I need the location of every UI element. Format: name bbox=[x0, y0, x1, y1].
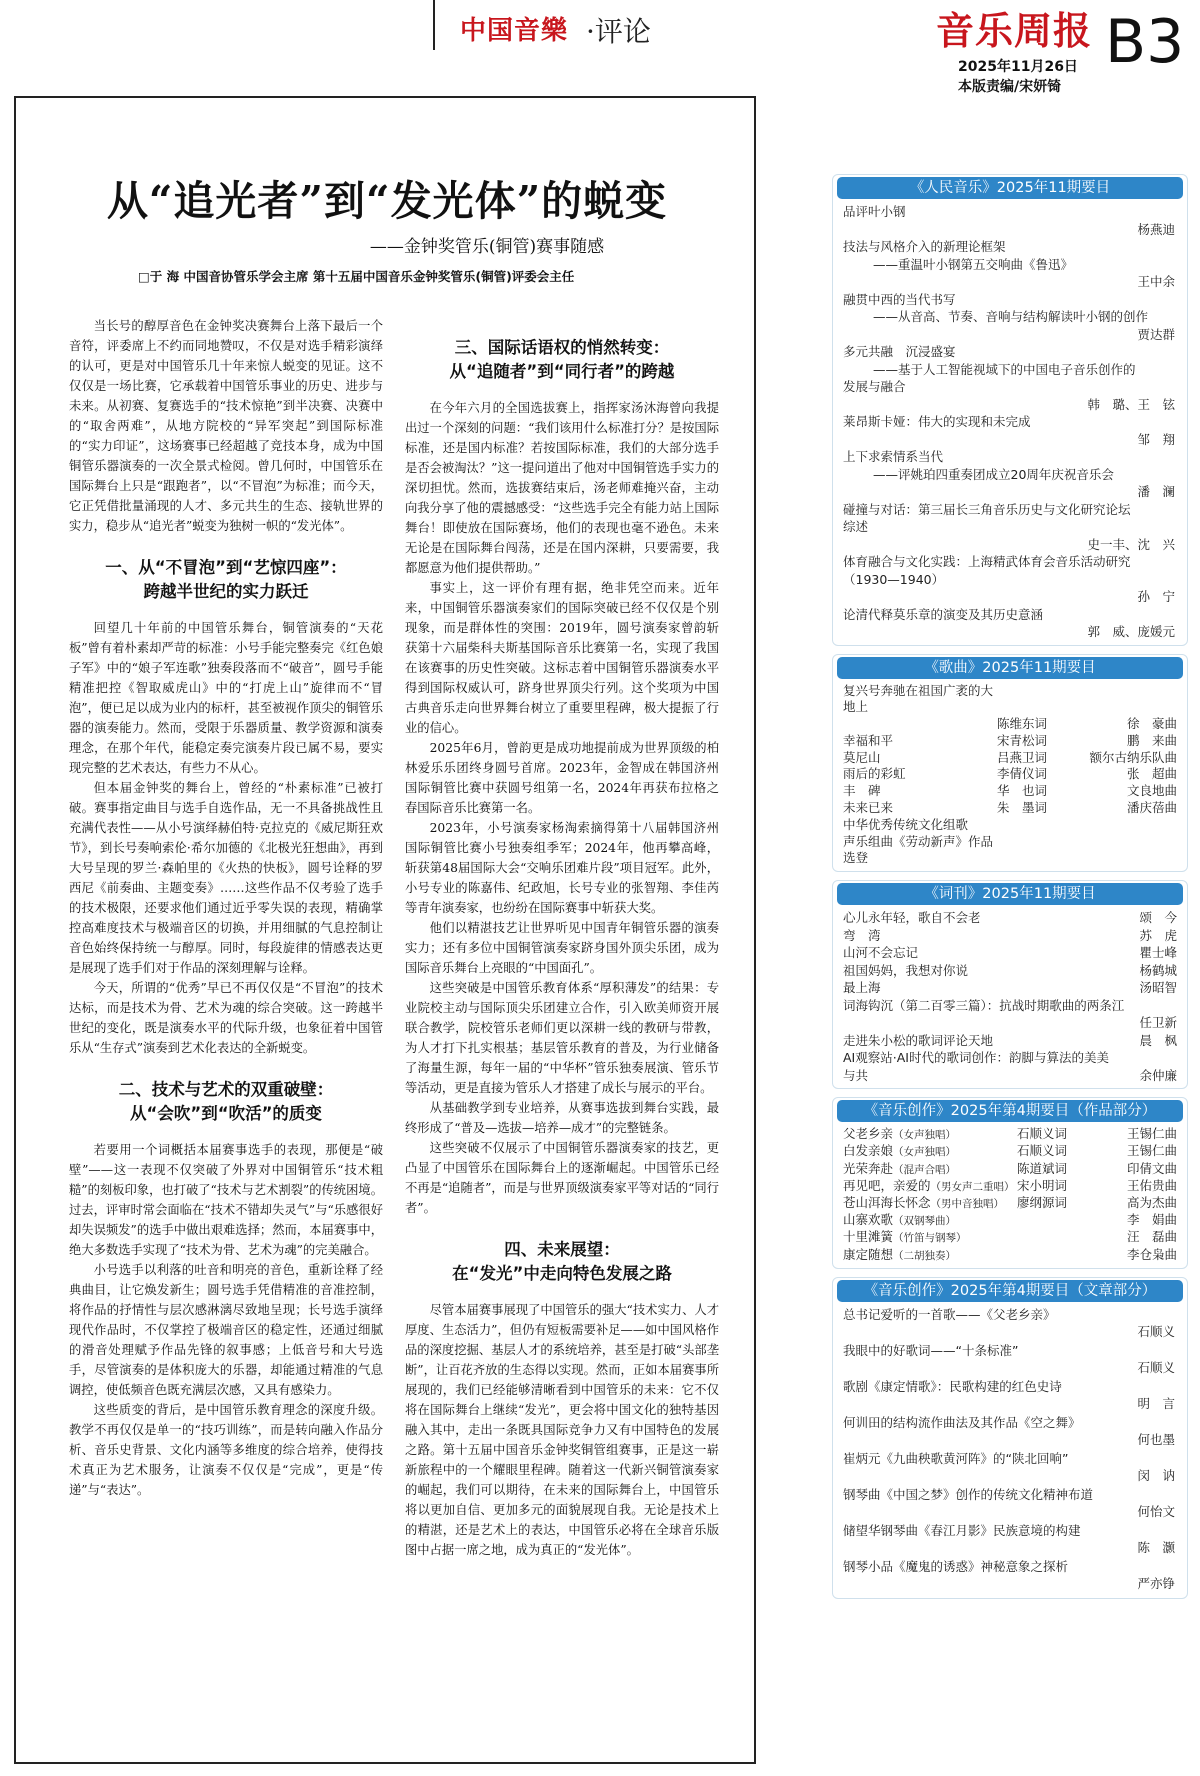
toc-author: 郭 威、庞媛元 bbox=[1087, 624, 1175, 639]
toc-author: 闵 讷 bbox=[1137, 1467, 1175, 1483]
toc-credits bbox=[1017, 1195, 1177, 1212]
toc-title: 与共 bbox=[843, 1067, 869, 1083]
toc-lyricist: 李倩仪词 bbox=[997, 766, 1048, 782]
toc-title: ——从音高、节奏、音响与结构解读叶小钢的创作 bbox=[873, 309, 1149, 324]
toc-author: 贾达群 bbox=[1137, 326, 1175, 342]
toc-title: 莱昂斯卡娅：伟大的实现和未完成 bbox=[843, 414, 1031, 429]
toc-entry bbox=[833, 256, 1187, 274]
toc-lyricist: 吕燕卫词 bbox=[997, 749, 1048, 765]
toc-work-title: 父老乡亲 bbox=[843, 1126, 894, 1142]
article-paragraph: 这些突破是中国管乐教育体系“厚积薄发”的结果：专业院校主动与国际顶尖乐团建立合作，引入欧美师资开展联合教学，院校管乐老师们更以深耕一线的教研与带教，为人才打下扎实根基；基层管乐教育的普及，为行业储备了海量生源，每年一届的“中华杯”管乐独奏展演、管乐节等活动，更是直接为管乐人才搭建了成长与展示的平台。 bbox=[405, 981, 719, 1095]
toc-entry bbox=[833, 1212, 1187, 1229]
toc-entry bbox=[833, 518, 1187, 536]
toc-entry bbox=[833, 1195, 1187, 1212]
toc-composer: 汪 磊曲 bbox=[1126, 1229, 1177, 1245]
toc-entry bbox=[833, 800, 1187, 817]
toc-lyricist: 石顺义词 bbox=[1017, 1126, 1068, 1142]
toc-title: 莫尼山 bbox=[843, 749, 881, 765]
toc-entry bbox=[833, 378, 1187, 396]
toc-heading: 《词刊》2025年11期要目 bbox=[837, 883, 1183, 905]
toc-author: 王中余 bbox=[1137, 274, 1175, 289]
article-paragraph: 小号选手以利落的吐音和明亮的音色，重新诠释了经典曲目，让它焕发新生；圆号选手凭借精准的音准控制，将作品的抒情性与层次感淋漓尽致地呈现；长号选手演绎现代作品时，不仅掌控了极端音区的稳定性，还通过细腻的滑音处理赋予作品先锋的叙事感；上低音号和大号选手，尽管演奏的是体积庞大的乐器，却能通过精准的气息调控，使低频音色既充满层次感，又具有感染力。 bbox=[69, 1263, 383, 1397]
toc-composer: 高为杰曲 bbox=[1126, 1195, 1177, 1211]
toc-title: ——基于人工智能视域下的中国电子音乐创作的 bbox=[873, 361, 1136, 377]
toc-title: 我眼中的好歌词——“十条标准” bbox=[843, 1342, 1019, 1358]
toc-entry bbox=[833, 308, 1187, 326]
toc-title: 钢琴小品《魔鬼的诱惑》神秘意象之探析 bbox=[843, 1558, 1069, 1574]
article-paragraph: 这些质变的背后，是中国管乐教育理念的深度升级。教学不再仅仅是单一的“技巧训练”，而是转向融入作品分析、音乐史背景、文化内涵等多维度的综合培养，使得技术真正为艺术服务，让演奏不仅仅是“完成”，更是“传递”与“表达”。 bbox=[69, 1403, 383, 1497]
toc-work-title: 康定随想 bbox=[843, 1246, 894, 1262]
toc-author: 瞿士峰 bbox=[1139, 945, 1177, 961]
toc-credits bbox=[997, 766, 1177, 783]
toc-composer: 李 娟曲 bbox=[1126, 1212, 1177, 1228]
toc-title: 碰撞与对话：第三届长三角音乐历史与文化研究论坛 bbox=[843, 501, 1131, 517]
toc-entry bbox=[833, 750, 1187, 767]
toc-credits bbox=[1017, 1212, 1177, 1229]
toc-heading: 《音乐创作》2025年第4期要目（文章部分） bbox=[837, 1280, 1183, 1302]
toc-credits bbox=[1017, 1126, 1177, 1143]
toc-credits bbox=[1017, 1229, 1177, 1246]
article-column-left bbox=[69, 316, 383, 1756]
toc-author: 孙 宁 bbox=[1137, 589, 1175, 604]
section-heading bbox=[69, 1078, 383, 1126]
article-paragraph: 他们以精湛技艺让世界听见中国青年铜管乐器的演奏实力；还有多位中国铜管演奏家跻身国外顶尖乐团，成为国际音乐舞台上亮眼的“中国面孔”。 bbox=[405, 921, 719, 975]
toc-heading: 《歌曲》2025年11期要目 bbox=[837, 657, 1183, 679]
toc-title bbox=[843, 1143, 1017, 1160]
toc-author: 余仲廉 bbox=[1139, 1067, 1177, 1083]
section-heading bbox=[405, 336, 719, 384]
toc-entry bbox=[833, 343, 1187, 361]
toc-entry bbox=[833, 1229, 1187, 1246]
toc-composer: 潘庆蓓曲 bbox=[1126, 800, 1177, 816]
toc-title: 综述 bbox=[843, 519, 869, 534]
toc-work-type: （男中音独唱） bbox=[930, 1198, 1005, 1211]
toc-entry bbox=[833, 766, 1187, 783]
toc-entry bbox=[833, 1067, 1187, 1085]
toc-author: 史一丰、沈 兴 bbox=[1087, 536, 1175, 552]
toc-title: 体育融合与文化实践：上海精武体育会音乐活动研究 bbox=[843, 554, 1131, 569]
toc-composer: 额尔古纳乐队曲 bbox=[1089, 749, 1177, 765]
section-heading-line2: 从“会吹”到“吹活”的质变 bbox=[130, 1104, 322, 1123]
article-byline: □于 海 中国音协管乐学会主席 第十五届中国音乐金钟奖管乐(铜管)评委会主任 bbox=[138, 269, 575, 284]
toc-title: AI观察站·AI时代的歌词创作：韵脚与算法的美美 bbox=[843, 1050, 1109, 1066]
toc-entry bbox=[833, 1247, 1187, 1264]
toc-credits bbox=[997, 683, 1177, 717]
toc-entry bbox=[833, 997, 1187, 1015]
toc-title: 崔炳元《九曲秧歌黄河阵》的“陕北回响” bbox=[843, 1450, 1069, 1466]
toc-title: 钢琴曲《中国之梦》创作的传统文化精神布道 bbox=[843, 1486, 1094, 1502]
toc-credits bbox=[997, 783, 1177, 800]
toc-title: ——评姚珀四重奏团成立20周年庆祝音乐会 bbox=[873, 466, 1114, 482]
toc-title: 何训田的结构流作曲法及其作品《空之舞》 bbox=[843, 1414, 1081, 1430]
toc-work-type: （双钢琴曲） bbox=[893, 1215, 957, 1228]
toc-title bbox=[843, 716, 997, 733]
toc-author: 晨 枫 bbox=[1139, 1032, 1177, 1048]
toc-entry bbox=[833, 466, 1187, 484]
section-heading bbox=[405, 1238, 719, 1286]
toc-title: 雨后的彩虹 bbox=[843, 766, 906, 782]
toc-title: （1930—1940） bbox=[843, 571, 945, 587]
toc-author: 苏 虎 bbox=[1139, 927, 1177, 943]
toc-lyricist: 华 也词 bbox=[997, 783, 1048, 799]
toc-author: 杨燕迪 bbox=[1137, 221, 1175, 237]
toc-entry bbox=[833, 944, 1187, 962]
toc-credits bbox=[1017, 1178, 1177, 1195]
toc-author: 邹 翔 bbox=[1137, 431, 1175, 447]
section-heading-line2: 在“发光”中走向特色发展之路 bbox=[452, 1264, 672, 1283]
article-paragraph: 从基础教学到专业培养，从赛事选拔到舞台实践，最终形成了“普及—选拔—培养—成才”的完整链条。 bbox=[405, 1101, 719, 1135]
toc-title bbox=[843, 1014, 1139, 1032]
article-frame bbox=[14, 96, 756, 1764]
toc-entry bbox=[833, 553, 1187, 571]
masthead: 音乐周报 bbox=[936, 8, 1093, 53]
toc-title: 技法与风格介入的新理论框架 bbox=[843, 239, 1006, 254]
toc-title: ——重温叶小钢第五交响曲《鲁迅》 bbox=[873, 256, 1074, 272]
toc-title: 复兴号奔驰在祖国广袤的大地上 bbox=[843, 682, 994, 715]
section-heading bbox=[69, 556, 383, 604]
section-heading-line1: 二、技术与艺术的双重破壁： bbox=[118, 1080, 334, 1099]
toc-credits bbox=[997, 750, 1177, 767]
toc-work-type: （竹笛与钢琴） bbox=[893, 1232, 967, 1245]
toc-sidebar bbox=[832, 174, 1188, 1607]
toc-title: 祖国妈妈，我想对你说 bbox=[843, 962, 969, 978]
article-column-right bbox=[405, 316, 719, 1756]
toc-credits bbox=[997, 834, 1177, 868]
toc-list bbox=[833, 1306, 1187, 1592]
toc-entry bbox=[833, 1143, 1187, 1160]
toc-lyricist: 陈维东词 bbox=[997, 716, 1048, 732]
article-paragraph: 尽管本届赛事展现了中国管乐的强大“技术实力、人才厚度、生态活力”，但仍有短板需要补足——如中国风格作品的深度挖掘、基层人才的系统培养，甚至是打破“头部垄断”，让百花齐放的生态得以实现。然而，正如本届赛事所展现的，我们已经能够清晰看到中国管乐的未来：它不仅将在国际舞台上继续“发光”，更会将中国文化的独特基因融入其中，走出一条既具国际竞争力又有中国特色的发展之路。第十五届中国音乐金钟奖铜管组赛事，正是这一崭新旅程中的一个耀眼里程碑。随着这一代新兴铜管演奏家的崛起，我们可以期待，在未来的国际舞台上，中国管乐将以更加自信、更加多元的面貌展现自我。无论是技术上的精湛，还是艺术上的表达，中国管乐必将在全球音乐版图中占据一席之地，成为真正的“发光体”。 bbox=[405, 1303, 719, 1557]
toc-author: 杨鹤城 bbox=[1139, 962, 1177, 978]
toc-entry bbox=[833, 909, 1187, 927]
section-heading-line1: 三、国际话语权的悄然转变： bbox=[454, 338, 670, 357]
toc-title: 丰 碑 bbox=[843, 783, 881, 799]
toc-entry bbox=[833, 834, 1187, 868]
article-paragraph: 在今年六月的全国选拔赛上，指挥家汤沐海曾向我提出过一个深刻的问题：“我们该用什么标准打分？是按国际标准，还是国内标准？若按国际标准，我们的大部分选手是否会被淘汰？”这一提问道出了他对中国铜管选手实力的深切担忧。然而，选拔赛结束后，汤老师难掩兴奋，主动向我分享了他的震撼感受：“这些选手完全有能力站上国际舞台！即使放在国际赛场，他们的表现也毫不逊色。未来无论是在国际舞台闯荡，还是在国内深耕，只要需要，我都愿意为他们提供帮助。” bbox=[405, 401, 719, 575]
section-name: ·评论 bbox=[586, 15, 651, 48]
toc-title bbox=[843, 1212, 1017, 1229]
toc-credits bbox=[1017, 1247, 1177, 1264]
toc-title bbox=[843, 1126, 1017, 1143]
toc-title: 品评叶小钢 bbox=[843, 204, 906, 219]
page-editor: 本版责编/宋妍锜 bbox=[958, 79, 1062, 95]
toc-title: 多元共融 沉浸盛宴 bbox=[843, 344, 956, 359]
toc-lyricist: 朱 墨词 bbox=[997, 800, 1048, 816]
article-paragraph: 这些突破不仅展示了中国铜管乐器演奏家的技艺，更凸显了中国管乐在国际舞台上的逐渐崛起。中国管乐已经不再是“追随者”，而是与世界顶级演奏家平等对话的“同行者”。 bbox=[405, 1141, 719, 1215]
toc-work-title: 山寨欢歌 bbox=[843, 1212, 894, 1228]
article-paragraph: 2025年6月，曾韵更是成功地提前成为世界顶级的柏林爱乐乐团终身圆号首席。2023年，金智成在韩国济州国际铜管比赛中获圆号组第一名，2024年再获布拉格之春国际音乐比赛第一名。 bbox=[405, 741, 719, 815]
toc-composer: 印倩文曲 bbox=[1126, 1160, 1177, 1176]
toc-entry bbox=[833, 1049, 1187, 1067]
toc-author: 潘 澜 bbox=[1137, 484, 1175, 499]
header-divider bbox=[433, 0, 435, 50]
toc-entry bbox=[833, 448, 1187, 466]
toc-title bbox=[843, 1178, 1017, 1195]
toc-entry bbox=[833, 1178, 1187, 1195]
toc-title: 幸福和平 bbox=[843, 732, 894, 748]
toc-author: 韩 璐、王 铉 bbox=[1087, 396, 1175, 412]
toc-work-type: （二胡独奏） bbox=[893, 1249, 957, 1262]
toc-heading: 《人民音乐》2025年11期要目 bbox=[837, 177, 1183, 199]
section-heading-line1: 四、未来展望： bbox=[504, 1240, 620, 1259]
toc-title: 发展与融合 bbox=[843, 379, 906, 394]
toc-author: 颂 今 bbox=[1139, 910, 1177, 926]
toc-list bbox=[833, 1126, 1187, 1264]
toc-entry bbox=[833, 501, 1187, 519]
toc-box-gequ bbox=[832, 654, 1188, 873]
toc-entry bbox=[833, 927, 1187, 945]
toc-box-rmyy bbox=[832, 174, 1188, 646]
toc-credits bbox=[997, 800, 1177, 817]
article-paragraph: 事实上，这一评价有理有据，绝非凭空而来。近年来，中国铜管乐器演奏家们的国际突破已经不仅仅是个别现象，而是群体性的突围：2019年，圆号演奏家曾韵斩获第十六届柴科夫斯基国际音乐比赛第一名，实现了我国在该赛事的历史性突破。这标志着中国铜管乐器演奏水平得到国际权威认可，跻身世界顶尖行列。这个奖项为中国古典音乐走向世界舞台树立了重要里程碑，极大提振了行业的信心。 bbox=[405, 581, 719, 735]
toc-entry bbox=[833, 413, 1187, 431]
toc-title: 论清代释莫乐章的演变及其历史意涵 bbox=[843, 606, 1044, 622]
article-subtitle: ——金钟奖管乐(铜管)赛事随感 bbox=[369, 237, 605, 257]
toc-work-type: （男女声二重唱） bbox=[930, 1180, 1015, 1193]
toc-entry bbox=[833, 571, 1187, 589]
section-heading-line1: 一、从“不冒泡”到“艺惊四座”： bbox=[105, 558, 347, 577]
toc-entry bbox=[833, 783, 1187, 800]
toc-author: 何也墨 bbox=[1137, 1431, 1175, 1447]
toc-entry bbox=[833, 817, 1187, 834]
toc-work-title: 苍山洱海长怀念 bbox=[843, 1195, 931, 1211]
article-title: 从“追光者”到“发光体”的蜕变 bbox=[106, 177, 668, 225]
toc-entry bbox=[833, 962, 1187, 980]
toc-composer: 徐 豪曲 bbox=[1126, 716, 1177, 732]
toc-work-title: 光荣奔赴 bbox=[843, 1160, 894, 1176]
toc-lyricist: 石顺义词 bbox=[1017, 1143, 1068, 1159]
toc-title: 词海钩沉（第二百零三篇）：抗战时期歌曲的两条江 bbox=[843, 997, 1125, 1013]
toc-title: 心儿永年轻，歌自不会老 bbox=[843, 910, 981, 926]
toc-title: 未来已来 bbox=[843, 800, 894, 816]
toc-title: 走进朱小松的歌词评论天地 bbox=[843, 1032, 994, 1048]
toc-title bbox=[843, 1247, 1017, 1264]
toc-list bbox=[833, 909, 1187, 1084]
toc-entry bbox=[833, 606, 1187, 624]
toc-lyricist: 宋小明词 bbox=[1017, 1177, 1068, 1193]
toc-work-title: 十里滩簧 bbox=[843, 1229, 894, 1245]
toc-title: 储望华钢琴曲《春江月影》民族意境的构建 bbox=[843, 1522, 1081, 1538]
toc-composer: 张 超曲 bbox=[1126, 766, 1177, 782]
toc-credits bbox=[997, 817, 1177, 834]
toc-composer: 文良地曲 bbox=[1126, 783, 1177, 799]
toc-composer: 鹏 来曲 bbox=[1126, 732, 1177, 748]
toc-author: 陈 灏 bbox=[1137, 1539, 1175, 1555]
toc-work-title: 白发亲娘 bbox=[843, 1143, 894, 1159]
toc-credits bbox=[1017, 1143, 1177, 1160]
toc-entry bbox=[833, 716, 1187, 733]
toc-entry bbox=[833, 1161, 1187, 1178]
toc-entry bbox=[833, 1126, 1187, 1143]
toc-credits bbox=[997, 733, 1177, 750]
toc-author: 严亦铮 bbox=[1137, 1575, 1175, 1591]
toc-entry bbox=[833, 361, 1187, 379]
toc-title bbox=[843, 1161, 1017, 1178]
toc-credits bbox=[997, 716, 1177, 733]
toc-title: 声乐组曲《劳动新声》作品选登 bbox=[843, 833, 994, 866]
toc-work-title: 再见吧，亲爱的 bbox=[843, 1177, 931, 1193]
toc-author: 石顺义 bbox=[1137, 1323, 1175, 1339]
article-paragraph: 但本届金钟奖的舞台上，曾经的“朴素标准”已被打破。赛事指定曲目与选手自选作品，无一不具备挑战性且充满代表性——从小号演绎赫伯特·克拉克的《威尼斯狂欢节》，到长号奏响索伦·希尔加德的《北极光狂想曲》，再到大号呈现的罗兰·森帕里的《火热的快板》，圆号诠释的罗西尼《前奏曲、主题变奏》……这些作品不仅考验了选手的技术极限，还要求他们通过近乎零失误的表现，精确掌控高难度技术与极端音区的切换，并用细腻的气息控制让音色始终保持统一与醇厚。同时，每段旋律的情感表达更是展现了选手们对于作品的深刻理解与诠释。 bbox=[69, 781, 383, 975]
issue-date: 2025年11月26日 bbox=[958, 59, 1078, 75]
toc-credits bbox=[1017, 1161, 1177, 1178]
toc-work-type: （女声独唱） bbox=[893, 1146, 957, 1159]
toc-entry bbox=[833, 1014, 1187, 1032]
toc-title bbox=[843, 1229, 1017, 1246]
toc-composer: 王佑贵曲 bbox=[1126, 1177, 1177, 1193]
toc-entry bbox=[833, 733, 1187, 750]
toc-author: 石顺义 bbox=[1137, 1359, 1175, 1375]
toc-entry bbox=[833, 203, 1187, 221]
toc-entry bbox=[833, 979, 1187, 997]
toc-title: 融贯中西的当代书写 bbox=[843, 291, 956, 307]
toc-author: 明 言 bbox=[1137, 1395, 1175, 1411]
toc-author: 任卫新 bbox=[1139, 1015, 1177, 1031]
toc-title: 上下求索情系当代 bbox=[843, 449, 944, 464]
toc-title: 歌剧《康定情歌》：民歌构建的红色史诗 bbox=[843, 1378, 1062, 1394]
toc-list bbox=[833, 203, 1187, 641]
toc-title bbox=[843, 1195, 1017, 1212]
toc-box-cikan bbox=[832, 880, 1188, 1089]
toc-work-type: （混声合唱） bbox=[893, 1163, 957, 1176]
toc-composer: 李仓枭曲 bbox=[1126, 1246, 1177, 1262]
toc-work-type: （女声独唱） bbox=[893, 1129, 957, 1142]
section-heading-line2: 从“追随者”到“同行者”的跨越 bbox=[449, 362, 675, 381]
section-heading-line2: 跨越半世纪的实力跃迁 bbox=[143, 582, 309, 601]
toc-composer: 王锡仁曲 bbox=[1126, 1143, 1177, 1159]
toc-box-yycz-articles bbox=[832, 1277, 1188, 1599]
toc-composer: 王锡仁曲 bbox=[1126, 1126, 1177, 1142]
toc-lyricist: 宋青松词 bbox=[997, 732, 1048, 748]
toc-heading: 《音乐创作》2025年第4期要目（作品部分） bbox=[837, 1100, 1183, 1122]
toc-lyricist: 陈道斌词 bbox=[1017, 1160, 1068, 1176]
article-paragraph: 2023年，小号演奏家杨淘索摘得第十八届韩国济州国际铜管比赛小号独奏组季军；2024年，他再攀高峰，斩获第48届国际大会“交响乐团难片段”项目冠军。此外，小号专业的陈嘉伟、纪政旭，长号专业的张智翔、李佳芮等青年演奏家，也纷纷在国际赛事中斩获大奖。 bbox=[405, 821, 719, 915]
toc-title: 弯 湾 bbox=[843, 927, 881, 943]
toc-lyricist: 廖纲源词 bbox=[1017, 1195, 1068, 1211]
toc-entry bbox=[833, 238, 1187, 256]
brand-logo: 中国音樂 bbox=[460, 16, 569, 46]
toc-title: 山河不会忘记 bbox=[843, 945, 919, 961]
toc-author: 何怡文 bbox=[1137, 1503, 1175, 1519]
article-paragraph: 当长号的醇厚音色在金钟奖决赛舞台上落下最后一个音符，评委席上不约而同地赞叹，不仅是对选手精彩演绎的认可，更是对中国管乐几十年来惊人蜕变的见证。这不仅仅是一场比赛，它承载着中国管乐事业的历史、进步与未来。从初赛、复赛选手的“技术惊艳”到半决赛、决赛中的“取舍两难”，从地方院校的“异军突起”到国际标准的“实力印证”，这场赛事已经超越了竞技本身，成为中国铜管乐器演奏的一次全景式检阅。曾几何时，中国管乐在国际舞台上只是“跟跑者”，以“不冒泡”为标准；而今天，它正凭借批量涌现的人才、多元共生的生态、接轨世界的实力，稳步从“追光者”蜕变为独树一帜的“发光体”。 bbox=[69, 319, 383, 533]
article-paragraph: 今天，所谓的“优秀”早已不再仅仅是“不冒泡”的技术达标，而是技术为骨、艺术为魂的综合突破。这一跨越半世纪的变化，既是演奏水平的代际升级，也象征着中国管乐从“生存式”演奏到艺术化表达的全新蜕变。 bbox=[69, 981, 383, 1055]
toc-title: 总书记爱听的一首歌——《父老乡亲》 bbox=[843, 1306, 1056, 1322]
toc-box-yycz-works bbox=[832, 1097, 1188, 1269]
article-paragraph: 回望几十年前的中国管乐舞台，铜管演奏的“天花板”曾有着朴素却严苛的标准：小号手能完整奏完《红色娘子军》中的“娘子军连歌”独奏段落而不“破音”，圆号手能精准把控《智取威虎山》中的“打虎上山”旋律而不“冒泡”，便已足以成为业内的标杆，甚至被视作顶尖的铜管乐器的演奏能力。然而，受限于乐器质量、教学资源和演奏理念，在那个年代，能稳定奏完演奏片段已属不易，要实现完整的艺术表达，有些力不从心。 bbox=[69, 621, 383, 775]
toc-list bbox=[833, 683, 1187, 868]
toc-title: 最上海 bbox=[843, 980, 881, 996]
toc-entry bbox=[833, 291, 1187, 309]
article-paragraph: 若要用一个词概括本届赛事选手的表现，那便是“破壁”——这一表现不仅突破了外界对中国铜管乐“技术粗糙”的刻板印象，也打破了“技术与艺术割裂”的传统困境。过去，评审时常会面临在“技术不错却失灵气”与“乐感很好却失误频发”的选手中做出艰难选择；然而，本届赛事中，绝大多数选手实现了“技术为骨、艺术为魂”的完美融合。 bbox=[69, 1143, 383, 1257]
toc-entry bbox=[833, 683, 1187, 717]
toc-entry bbox=[833, 1032, 1187, 1050]
toc-title: 中华优秀传统文化组歌 bbox=[843, 816, 969, 832]
page-number: B3 bbox=[1105, 7, 1185, 77]
toc-author: 汤昭智 bbox=[1139, 980, 1177, 996]
